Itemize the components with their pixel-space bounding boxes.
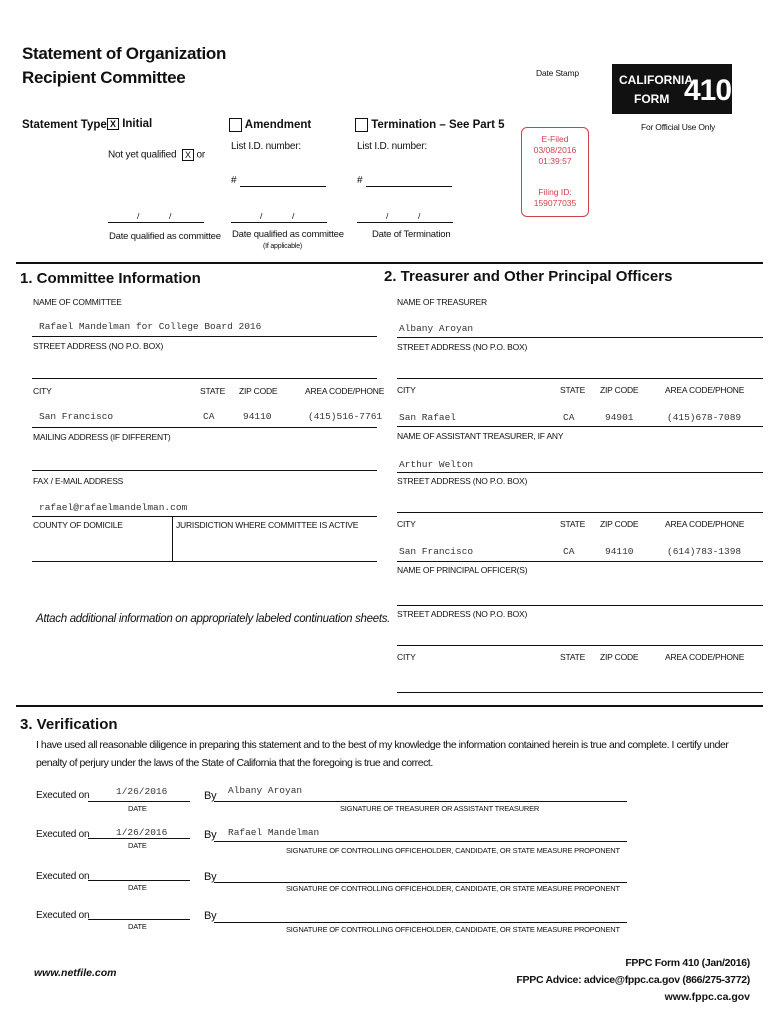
executed-on-label: Executed on	[36, 910, 90, 921]
stamp-filing-id: 159077035	[533, 198, 577, 208]
asst-phone-label: AREA CODE/PHONE	[665, 519, 745, 529]
asst-phone[interactable]: (614)783-1398	[667, 546, 742, 557]
asst-state[interactable]: CA	[563, 546, 575, 557]
initial-checkbox[interactable]: X	[107, 118, 119, 130]
signature-label: SIGNATURE OF CONTROLLING OFFICEHOLDER, CANDIDATE, OR STATE MEASURE PROPONENT	[286, 884, 620, 893]
date-separator: /	[386, 211, 389, 221]
principal-street-label: STREET ADDRESS (NO P.O. BOX)	[397, 609, 528, 619]
treasurer-zip[interactable]: 94901	[605, 412, 634, 423]
execution-date-field[interactable]	[88, 880, 190, 881]
principal-city-label: CITY	[397, 652, 416, 662]
termination-checkbox[interactable]	[355, 118, 368, 132]
committee-state[interactable]: CA	[203, 411, 215, 422]
date-separator: /	[137, 211, 140, 221]
by-label: By	[204, 910, 217, 922]
county-label: COUNTY OF DOMICILE	[33, 520, 123, 530]
asst-street-label: STREET ADDRESS (NO P.O. BOX)	[397, 476, 528, 486]
committee-zip-label: ZIP CODE	[239, 386, 278, 396]
not-yet-qualified-checkbox[interactable]: X	[182, 149, 194, 161]
executed-on-label: Executed on	[36, 790, 90, 801]
treasurer-name-label: NAME OF TREASURER	[397, 297, 487, 307]
signature-line[interactable]	[214, 841, 627, 842]
field-line	[88, 838, 190, 839]
field-line	[397, 426, 763, 427]
asst-treasurer-name[interactable]: Arthur Welton	[399, 459, 474, 470]
committee-name-label: NAME OF COMMITTEE	[33, 297, 122, 307]
treasurer-state-label: STATE	[560, 385, 586, 395]
verification-divider	[16, 705, 763, 707]
date-label: DATE	[128, 922, 147, 931]
not-yet-qualified-row	[108, 149, 205, 161]
stamp-filing-label: Filing ID:	[538, 187, 572, 197]
field-line	[32, 561, 377, 562]
amendment-option[interactable]	[229, 118, 311, 132]
form-state: CALIFORNIA	[619, 73, 693, 87]
termination-date-label: Date of Termination	[372, 229, 451, 240]
amendment-checkbox[interactable]	[229, 118, 242, 132]
field-line	[397, 512, 763, 513]
field-line	[397, 561, 763, 562]
field-line	[397, 692, 763, 693]
execution-date-field[interactable]	[88, 919, 190, 920]
asst-city-label: CITY	[397, 519, 416, 529]
treasurer-zip-label: ZIP CODE	[600, 385, 639, 395]
asst-zip[interactable]: 94110	[605, 546, 634, 557]
committee-state-label: STATE	[200, 386, 226, 396]
signature-label: SIGNATURE OF TREASURER OR ASSISTANT TREASURER	[340, 804, 540, 813]
mailing-address-label: MAILING ADDRESS (IF DIFFERENT)	[33, 432, 171, 442]
form-410-badge	[612, 64, 732, 114]
statement-type-label: Statement Type	[22, 119, 107, 131]
field-line	[32, 378, 377, 379]
signature-line[interactable]	[214, 882, 627, 883]
executed-on-label: Executed on	[36, 871, 90, 882]
stamp-date: 03/08/2016	[533, 145, 577, 155]
committee-phone[interactable]: (415)516-7761	[308, 411, 383, 422]
asst-treasurer-label: NAME OF ASSISTANT TREASURER, IF ANY	[397, 431, 564, 441]
committee-city[interactable]: San Francisco	[39, 411, 114, 422]
amendment-date-field[interactable]	[231, 222, 327, 223]
treasurer-state[interactable]: CA	[563, 412, 575, 423]
netfile-website[interactable]: www.netfile.com	[34, 967, 117, 979]
header-divider	[16, 262, 763, 264]
signature-line[interactable]	[214, 801, 627, 802]
treasurer-street-label: STREET ADDRESS (NO P.O. BOX)	[397, 342, 528, 352]
execution-date[interactable]: 1/26/2016	[116, 827, 168, 838]
form-title-line1: Statement of Organization	[22, 44, 227, 63]
asst-zip-label: ZIP CODE	[600, 519, 639, 529]
field-line	[397, 337, 763, 338]
initial-date-field[interactable]	[108, 222, 204, 223]
field-line	[32, 516, 377, 517]
by-label: By	[204, 829, 217, 841]
date-label: DATE	[128, 841, 147, 850]
not-yet-qualified-label: Not yet qualified	[108, 149, 177, 161]
signature-line[interactable]	[214, 922, 627, 923]
committee-phone-label: AREA CODE/PHONE	[305, 386, 385, 396]
if-applicable-label: (If applicable)	[263, 243, 303, 250]
committee-zip[interactable]: 94110	[243, 411, 272, 422]
committee-city-label: CITY	[33, 386, 52, 396]
termination-label: Termination – See Part 5	[371, 119, 505, 132]
signature-label: SIGNATURE OF CONTROLLING OFFICEHOLDER, CANDIDATE, OR STATE MEASURE PROPONENT	[286, 846, 620, 855]
field-line	[397, 645, 763, 646]
treasurer-heading: 2. Treasurer and Other Principal Officers	[384, 268, 673, 285]
initial-label: Initial	[122, 118, 153, 131]
field-line	[32, 470, 377, 471]
fppc-form-version: FPPC Form 410 (Jan/2016)	[625, 957, 750, 969]
date-separator: /	[292, 211, 295, 221]
fppc-advice[interactable]: FPPC Advice: advice@fppc.ca.gov (866/275-3772)	[516, 974, 750, 986]
date-separator: /	[418, 211, 421, 221]
committee-heading: 1. Committee Information	[20, 270, 201, 287]
amendment-id-field[interactable]	[240, 186, 326, 187]
by-label: By	[204, 871, 217, 883]
field-line	[32, 336, 377, 337]
stamp-efiled: E-Filed	[541, 134, 569, 144]
field-line	[32, 427, 377, 428]
attach-note: Attach additional information on appropriately labeled continuation sheets.	[36, 613, 391, 625]
or-label: or	[196, 149, 205, 161]
verification-text-1: I have used all reasonable diligence in preparing this statement and to the best of my knowledge the information contained herein is true and complete. I certify under	[36, 739, 729, 751]
amendment-list-id-label: List I.D. number:	[231, 141, 301, 152]
by-label: By	[204, 790, 217, 802]
verification-heading: 3. Verification	[20, 716, 118, 733]
amendment-label: Amendment	[244, 119, 312, 132]
form-word: FORM	[634, 92, 670, 106]
jurisdiction-label: JURISDICTION WHERE COMMITTEE IS ACTIVE	[176, 520, 359, 530]
executed-on-label: Executed on	[36, 829, 90, 840]
termination-list-id-label: List I.D. number:	[357, 141, 427, 152]
field-line	[397, 605, 763, 606]
committee-email[interactable]: rafael@rafaelmandelman.com	[39, 502, 188, 513]
initial-option[interactable]	[107, 118, 152, 130]
termination-date-field[interactable]	[357, 222, 453, 223]
stamp-time: 01:39:57	[538, 156, 572, 166]
termination-option[interactable]	[355, 118, 505, 132]
principal-phone-label: AREA CODE/PHONE	[665, 652, 745, 662]
date-stamp-label: Date Stamp	[536, 68, 579, 78]
treasurer-phone[interactable]: (415)678-7089	[667, 412, 742, 423]
field-divider	[172, 516, 173, 561]
initial-date-label: Date qualified as committee	[109, 231, 221, 242]
date-separator: /	[169, 211, 172, 221]
efiled-stamp	[521, 127, 589, 217]
signer-name[interactable]: Rafael Mandelman	[228, 827, 320, 838]
form-number: 410	[684, 74, 732, 107]
principal-state-label: STATE	[560, 652, 586, 662]
field-line	[397, 472, 763, 473]
verification-text-2: penalty of perjury under the laws of the State of California that the foregoing is true and correct.	[36, 757, 433, 769]
signer-name[interactable]: Albany Aroyan	[228, 785, 303, 796]
committee-street-label: STREET ADDRESS (NO P.O. BOX)	[33, 341, 164, 351]
signature-label: SIGNATURE OF CONTROLLING OFFICEHOLDER, CANDIDATE, OR STATE MEASURE PROPONENT	[286, 925, 620, 934]
execution-date[interactable]: 1/26/2016	[116, 786, 168, 797]
treasurer-city-label: CITY	[397, 385, 416, 395]
treasurer-city[interactable]: San Rafael	[399, 412, 457, 423]
official-use-label: For Official Use Only	[641, 122, 716, 132]
principal-officer-label: NAME OF PRINCIPAL OFFICER(S)	[397, 565, 528, 575]
termination-id-field[interactable]	[366, 186, 452, 187]
amendment-hash: #	[231, 175, 237, 186]
form-title-line2: Recipient Committee	[22, 68, 186, 87]
fax-email-label: FAX / E-MAIL ADDRESS	[33, 476, 124, 486]
asst-state-label: STATE	[560, 519, 586, 529]
field-line	[88, 801, 190, 802]
date-label: DATE	[128, 804, 147, 813]
principal-zip-label: ZIP CODE	[600, 652, 639, 662]
date-separator: /	[260, 211, 263, 221]
committee-name[interactable]: Rafael Mandelman for College Board 2016	[39, 321, 262, 332]
asst-city[interactable]: San Francisco	[399, 546, 474, 557]
field-line	[397, 378, 763, 379]
date-label: DATE	[128, 883, 147, 892]
treasurer-name[interactable]: Albany Aroyan	[399, 323, 474, 334]
amendment-date-label: Date qualified as committee	[232, 229, 344, 240]
treasurer-phone-label: AREA CODE/PHONE	[665, 385, 745, 395]
termination-hash: #	[357, 175, 363, 186]
fppc-website[interactable]: www.fppc.ca.gov	[664, 991, 750, 1003]
